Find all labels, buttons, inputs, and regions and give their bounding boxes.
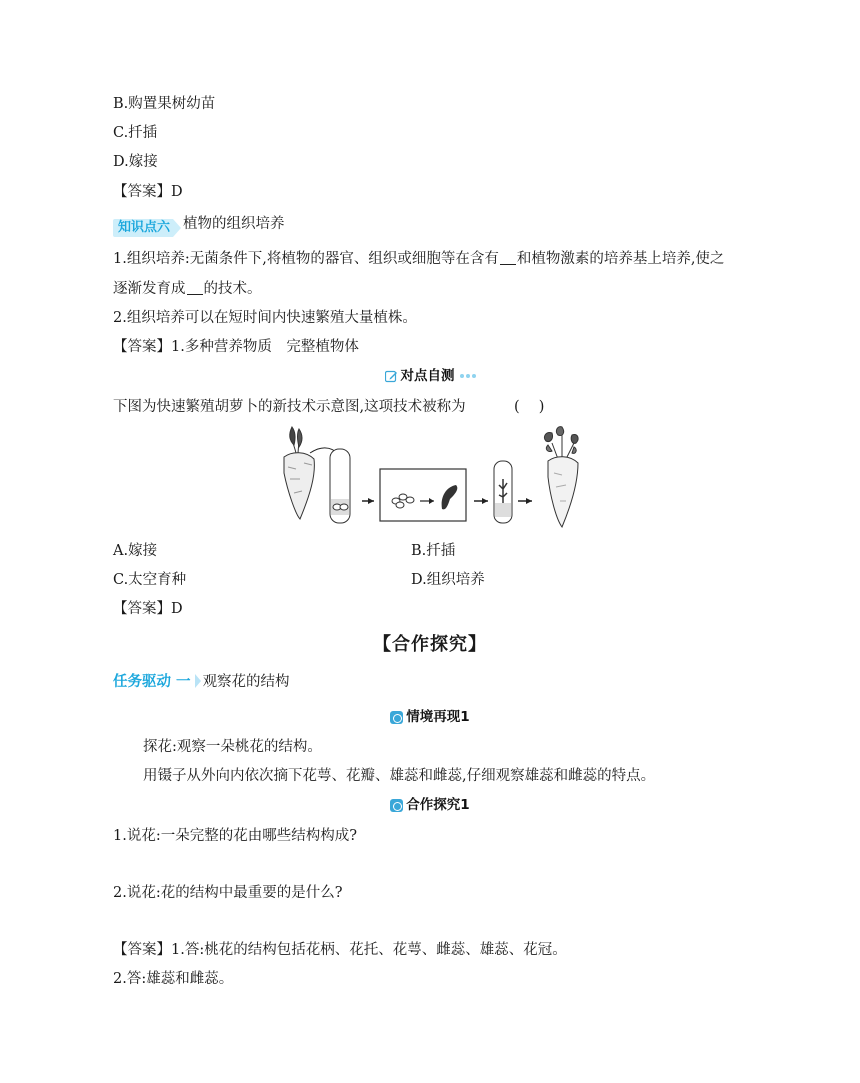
explore-icon [390,799,403,812]
knowledge-item-1-cont: 逐渐发育成 的技术。 [113,281,262,297]
option-d: D.嫁接 [113,154,158,170]
carrot-result-image [544,427,578,527]
self-test-answer: 【答案】D [113,601,183,617]
explore-heading: 合作探究1 [0,795,860,818]
self-test-option-d: D.组织培养 [411,572,485,588]
option-b: B.购置果树幼苗 [113,96,216,112]
knowledge-point-heading [113,214,285,237]
culture-dish [380,469,466,521]
question-1: 1.说花:一朵完整的花由哪些结构构成? [113,828,357,844]
self-test-option-c: C.太空育种 [113,572,187,588]
self-test-option-b: B.扦插 [411,543,456,559]
task-heading [113,672,290,692]
scenario-heading: 情境再现1 [0,707,860,730]
scenario-line-1: 探花:观察一朵桃花的结构。 [143,739,322,755]
knowledge-tag: 知识点六 [113,219,181,237]
knowledge-title: 植物的组织培养 [183,216,285,232]
option-c: C.扦插 [113,125,158,141]
task-arrow-icon [195,674,201,688]
self-test-heading: 对点自测 [0,366,860,389]
task-tag: 任务驱动 一 [113,674,191,690]
scene-icon [390,711,403,724]
answer-1: 【答案】1.答:桃花的结构包括花柄、花托、花萼、雌蕊、雄蕊、花冠。 [113,942,567,958]
fill-blank-1 [500,251,516,265]
task-title: 观察花的结构 [202,674,290,690]
tissue-culture-diagram [270,423,590,533]
self-test-option-a: A.嫁接 [113,543,158,559]
prev-answer: 【答案】D [113,184,183,200]
knowledge-item-1: 1.组织培养:无菌条件下,将植物的器官、组织或细胞等在含有 和植物激素的培养基上培养,使之 [113,251,725,267]
answer-2: 2.答:雄蕊和雌蕊。 [113,971,234,987]
knowledge-item-2: 2.组织培养可以在短时间内快速繁殖大量植株。 [113,310,417,326]
pencil-icon [385,370,398,383]
knowledge-answer: 【答案】1.多种营养物质 完整植物体 [113,339,359,355]
question-2: 2.说花:花的结构中最重要的是什么? [113,885,343,901]
self-test-question: 下图为快速繁殖胡萝卜的新技术示意图,这项技术被称为 [113,399,466,415]
test-tube-2 [494,461,512,523]
section-title: 【合作探究】 [373,634,487,655]
fill-blank-2 [187,281,203,295]
carrot-source-image [284,427,314,519]
test-tube-1 [330,449,350,523]
answer-paren: ( ) [514,399,545,415]
scenario-line-2: 用镊子从外向内依次摘下花萼、花瓣、雄蕊和雌蕊,仔细观察雄蕊和雌蕊的特点。 [143,768,656,784]
